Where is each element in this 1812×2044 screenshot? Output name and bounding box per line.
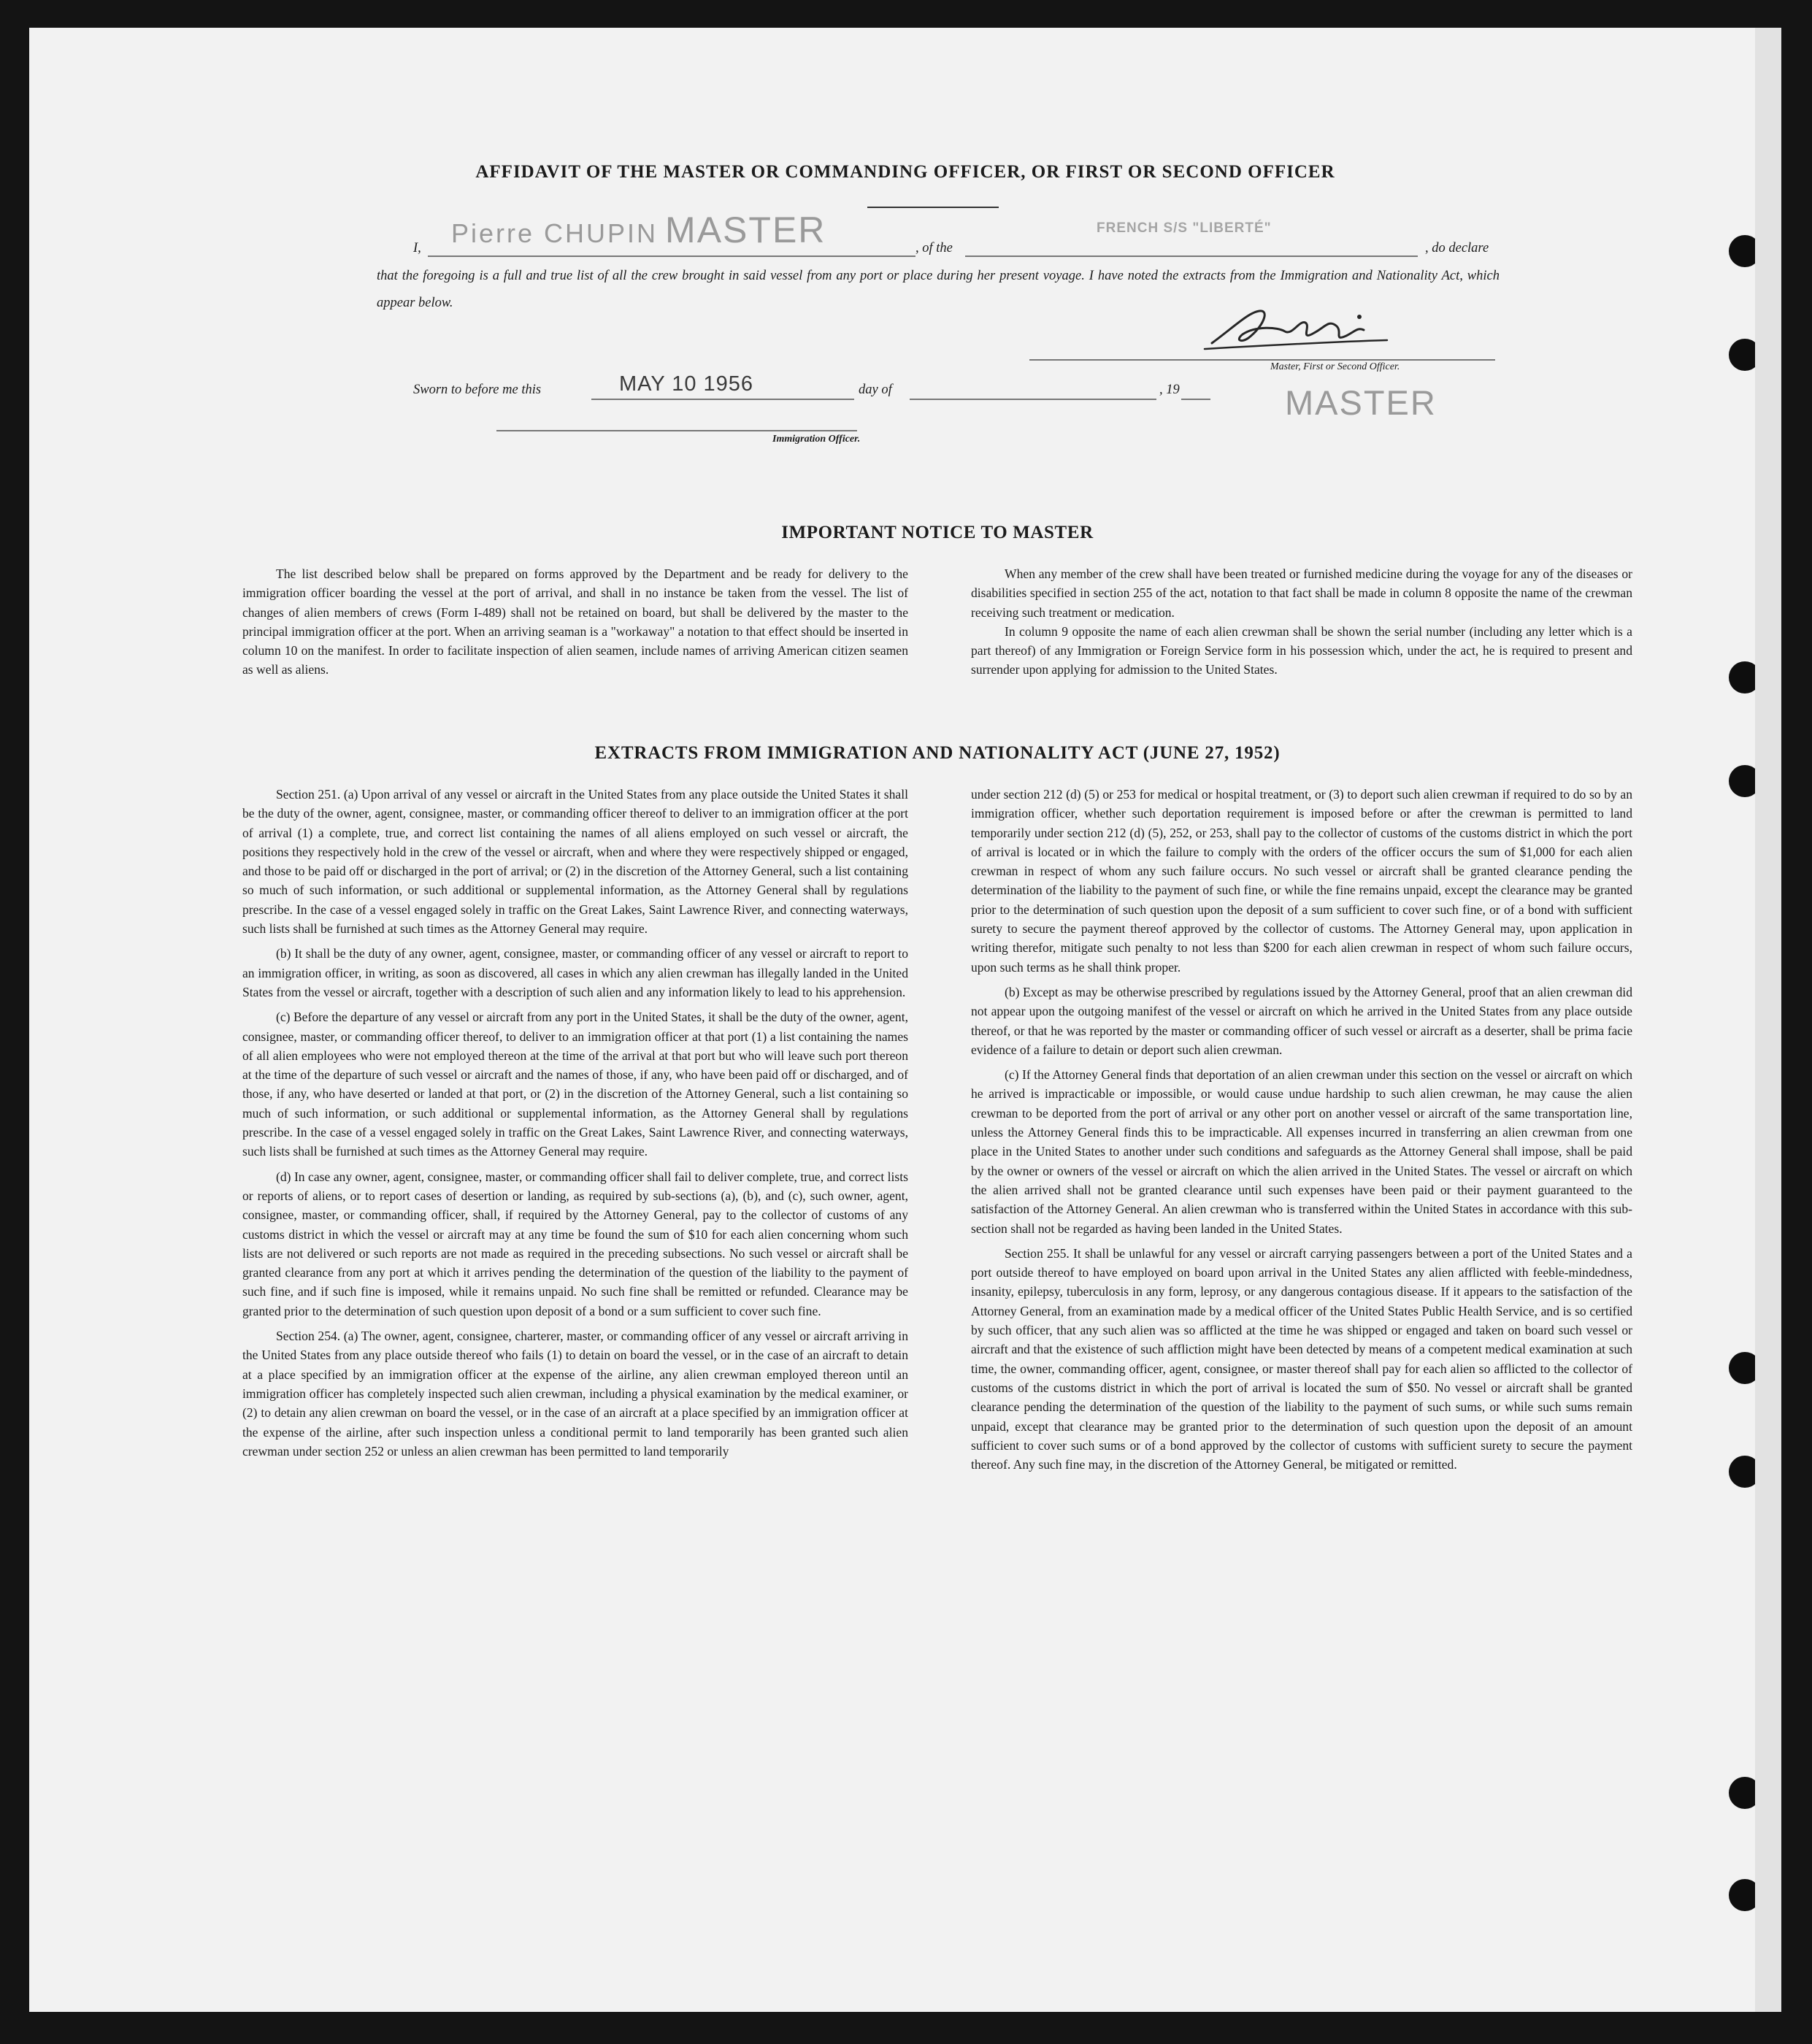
sworn-label: Sworn to before me this (413, 383, 542, 397)
extracts-title: EXTRACTS FROM IMMIGRATION AND NATIONALITY ACT (JUNE 27, 1952) (594, 743, 1281, 763)
notice-paragraph: In column 9 opposite the name of each alien crewman shall be shown the serial number (including any letter which is a part thereof) of any Immigration or Foreign Service form in his possession which, under the act, he is required to present and surrender upon applying for admission to the United States. (971, 623, 1632, 677)
master-rank: MASTER (665, 210, 826, 250)
section-254a: Section 254. (a) The owner, agent, consignee, charterer, master, or commanding officer of any vessel or aircraft arriving in the United States from any place outside thereof who fails (1) to detain on board the vessel, or in the case of an aircraft to detain at a place specified by an immigration officer at the expense of the airline, any alien crewman employed thereon until an immigration officer has completely inspected such alien crewman, including a physical examination by the medical examiner, or (2) to detain any alien crewman on board the vessel, or in the case of an aircraft at a place specified by an immigration officer at the expense of the airline, after such inspection unless a conditional permit to land temporarily has been granted such alien crewman under section 252 or unless an alien crewman has been permitted to land temporarily (242, 1329, 908, 1459)
vessel-name-stamp: FRENCH S/S "LIBERTÉ" (1097, 220, 1272, 236)
affidavit-title: AFFIDAVIT OF THE MASTER OR COMMANDING OFFICER, OR FIRST OR SECOND OFFICER (475, 162, 1335, 182)
extracts-left-column (242, 785, 908, 1461)
master-name-stamp (451, 209, 826, 251)
master-name: Pierre CHUPIN (451, 218, 659, 248)
section-255: Section 255. It shall be unlawful for any vessel or aircraft carrying passengers between a port of the United States and a port outside thereof to have employed on board upon arrival in the United States any alien afflicted with feeble-mindedness, insanity, epilepsy, tuberculosis in any form, leprosy, or any dangerous contagious disease. If it appears to the satisfaction of the Attorney General, from an examination made by a medical officer of the United States Public Health Service, and is so certified by such officer, that any such alien was so afflicted at the time he was shipped or engaged and taken on board such vessel or aircraft and that the existence of such affliction might have been detected by means of a competent medical examination at such time, the owner, commanding officer, agent, consignee, or master thereof shall pay for each alien so afflicted to the collector of customs of the customs district in which the port of arrival is located the sum of $50. No vessel or aircraft shall be granted clearance pending the determination of the question of the liability to the payment of such sums, or while such sums remain unpaid, except that clearance may be granted prior to the determination of such question upon the deposit of an amount sufficient to cover such sums or of a bond approved by the collector of customs with sufficient surety to secure the payment thereof. Any such fine may, in the discretion of the Attorney General, be mitigated or remitted. (971, 1245, 1632, 1472)
section-251c: (c) Before the departure of any vessel or aircraft from any port in the United States, it shall be the duty of the owner, agent, consignee, master, or commanding officer thereof, to deliver to an immigration officer at that port (1) a list containing the names of all alien employees who were not employed thereon at the time of the arrival at that port but who will leave such port thereon at the time of the departure of such vessel or aircraft and the names of those, if any, who have been paid off or discharged, and of those, if any, who have deserted or landed at that port, or (2) in the discretion of the Attorney General, such a list containing so much of such information, or such additional or supplemental information, as the Attorney General shall by regulations prescribe. In the case of a vessel engaged solely in traffic on the Great Lakes, Saint Lawrence River, and connecting waterways, such lists shall be furnished at such times as the Attorney General may require. (242, 1010, 908, 1159)
signature-caption: Master, First or Second Officer. (1270, 361, 1400, 372)
day-of-label: day of (859, 383, 892, 397)
section-251d: (d) In case any owner, agent, consignee, master, or commanding officer shall fail to deliver complete, true, and correct lists or reports of aliens, or to report cases of desertion or landing, as required by sub-sections (a), (b), and (c), such owner, agent, consignee, master, or commanding officer, shall, if required by the Attorney General, pay to the collector of customs of any customs district in which the vessel or aircraft may at any time be found the sum of $10 for each alien concerning whom such lists are not delivered or such reports are not made as required in the preceding subsections. No such vessel or aircraft shall be granted clearance from any port at which it arrives pending the determination of the question of the liability to the payment of such fine, and if such fine is imposed, while it remains unpaid. No such fine shall be remitted or refunded. Clearance may be granted prior to the determination of such question upon deposit of a bond or a sum sufficient to cover such fine. (242, 1169, 908, 1318)
of-the-label: , of the (915, 241, 953, 256)
master-signature (1190, 298, 1409, 364)
notice-right-column (971, 564, 1632, 680)
immigration-officer-caption: Immigration Officer. (772, 434, 861, 445)
section-251b: (b) It shall be the duty of any owner, agent, consignee, master, or commanding officer of any vessel or aircraft to report to an immigration officer, in writing, as soon as discovered, all cases in which any alien crewman has illegally landed in the United States from the vessel or aircraft, together with a description of such alien and any information likely to lead to his apprehension. (242, 946, 908, 999)
month-blank-line (910, 399, 1156, 400)
declarant-i-label: I, (413, 241, 421, 256)
sworn-date-line (591, 399, 854, 400)
name-blank-line (428, 256, 915, 257)
year-blank-line (1181, 399, 1210, 400)
section-251a: Section 251. (a) Upon arrival of any vessel or aircraft in the United States from any place outside the United States it shall be the duty of the owner, agent, consignee, master, or commanding officer thereof to deliver to an immigration officer at the port of arrival (1) a complete, true, and correct list containing the names of all aliens employed on such vessel or aircraft, the positions they respectively hold in the crew of the vessel or aircraft, when and where they were respectively shipped or engaged, and those to be paid off or discharged in the port of arrival; or (2) in the discretion of the Attorney General, such a list containing so much of such information, or such additional or supplemental information, as the Attorney General shall by regulations prescribe. In the case of a vessel engaged solely in traffic on the Great Lakes, Saint Lawrence River, and connecting waterways, such lists shall be furnished at such times as the Attorney General may require. (242, 787, 908, 937)
section-254c: (c) If the Attorney General finds that deportation of an alien crewman under this section on the vessel or aircraft on which he arrived is impracticable or impossible, or would cause undue hardship to such alien crewman, he may cause the alien crewman to be deported from the port of arrival or any other port on another vessel or aircraft of the same transportation line, unless the Attorney General finds this to be impracticable. All expenses incurred in transferring an alien crewman from one place in the United States to another under such conditions and safeguards as the Attorney General shall impose, shall be paid by the owner or owners of the vessel or aircraft on which the alien arrived in the United States. The vessel or aircraft on which the alien arrived shall not be granted clearance until such expenses have been paid or their payment guaranteed to the satisfaction of the Attorney General. An alien crewman who is transferred within the United States in accordance with this sub-section shall not be regarded as having been landed in the United States. (971, 1067, 1632, 1236)
immigration-officer-line (496, 430, 857, 431)
sworn-date-stamp: MAY 10 1956 (619, 372, 754, 396)
do-declare-label: , do declare (1425, 241, 1489, 256)
declaration-text: that the foregoing is a full and true list of all the crew brought in said vessel from any port or place during her present voyage. I have noted the extracts from the Immigration and Nationality Act, which appear below. (377, 269, 1500, 310)
notice-left-column (242, 564, 908, 680)
page-edge (1755, 28, 1781, 2012)
document-page (29, 28, 1781, 2012)
extracts-right-column (971, 785, 1632, 1474)
notice-paragraph: When any member of the crew shall have been treated or furnished medicine during the voyage for any of the diseases or disabilities specified in section 255 of the act, notation to that fact shall be made in column 8 opposite the name of the crewman receiving such treatment or medication. (971, 566, 1632, 620)
section-254a-continued: under section 212 (d) (5) or 253 for medical or hospital treatment, or (3) to deport such alien crewman if required to do so by an immigration officer, whether such deportation requirement is imposed before or after the crewman is permitted to land temporarily under section 212 (d) (5), 252, or 253, shall pay to the collector of customs of the customs district in which the port of arrival is located or in which the failure to comply with the orders of the officer occurs the sum of $1,000 for each alien crewman in respect of whom any such failure occurs. No such vessel or aircraft shall be granted clearance pending the determination of the liability to the payment of such fine, or while the fine remains unpaid, except the clearance may be granted prior to the determination of such question upon the deposit of a sum sufficient to cover such fine, or of a bond with sufficient surety to secure the payment thereof approved by the collector of customs. The Attorney General may, upon application in writing therefor, mitigate such penalty to not less than $200 for each alien crewman in respect of whom such failure occurs, upon such terms as he shall think proper. (971, 787, 1632, 975)
notice-paragraph: The list described below shall be prepared on forms approved by the Department and be ready for delivery to the immigration officer boarding the vessel at the port of arrival, and shall in no instance be taken from the vessel. The list of changes of alien members of crews (Form I-489) shall not be retained on board, but shall be delivered by the master to the principal immigration officer at the port. When an arriving seaman is a "workaway" a notation to that effect should be inserted in column 10 on the manifest. In order to facilitate inspection of alien seamen, include names of arriving American citizen seamen as well as aliens. (242, 566, 908, 677)
vessel-blank-line (965, 256, 1418, 257)
section-254b: (b) Except as may be otherwise prescribed by regulations issued by the Attorney General, proof that an alien crewman did not appear upon the outgoing manifest of the vessel or aircraft on which he arrived in the United States from any place outside thereof, or that he was reported by the master or commanding officer of such vessel or aircraft as a deserter, shall be prima facie evidence of a failure to detain or deport such alien crewman. (971, 984, 1632, 1057)
signature-line (1029, 359, 1495, 361)
year-prefix: , 19 (1159, 383, 1180, 397)
notice-title: IMPORTANT NOTICE TO MASTER (781, 523, 1094, 542)
master-rank-stamp: MASTER (1285, 383, 1437, 422)
title-rule (867, 207, 999, 208)
